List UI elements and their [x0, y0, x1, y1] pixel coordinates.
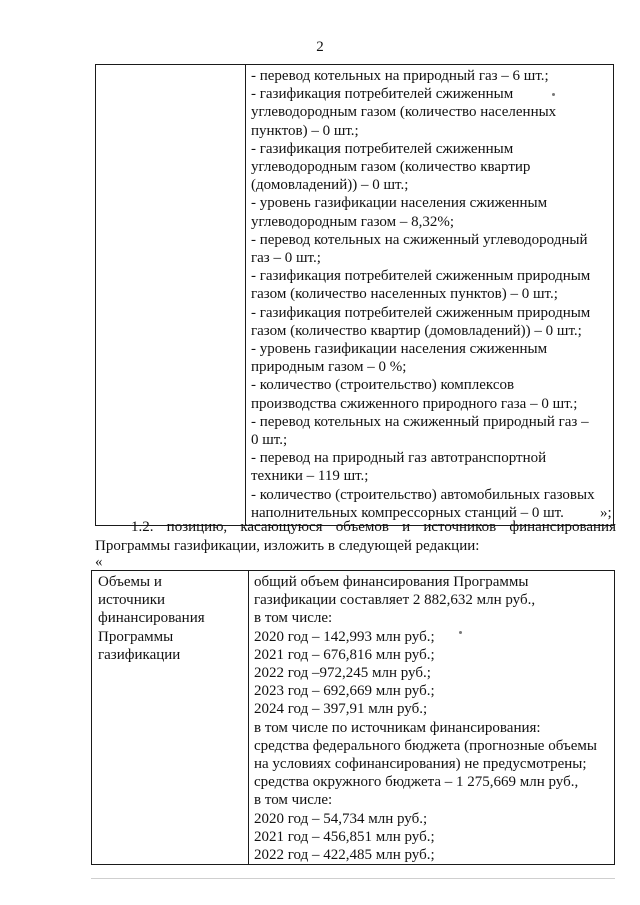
financing-line: в том числе: [254, 792, 333, 809]
empty-left-cell [96, 65, 246, 526]
closing-quote: »; [600, 505, 612, 521]
indicator-line: - количество (строительство) комплексов [251, 377, 515, 394]
financing-label-cell [92, 571, 249, 865]
indicator-line: углеводородным газом (количество населенных [251, 104, 557, 121]
indicator-line: - газификация потребителей сжиженным природным [251, 268, 591, 285]
indicator-line: - перевод котельных на природный газ – 6 шт.; [251, 68, 549, 84]
indicator-line: углеводородным газом (количество квартир [251, 159, 531, 176]
scan-edge-line [91, 878, 615, 879]
financing-line: 2020 год – 54,734 млн руб.; [254, 810, 428, 827]
financing-line: 2023 год – 692,669 млн руб.; [254, 683, 435, 700]
indicator-line: техники – 119 шт.; [251, 468, 369, 485]
target-indicators-cell [246, 65, 614, 526]
paragraph-line: 1.2. позицию, касающуюся объемов и источников финансирования [131, 519, 616, 535]
financing-details-cell [249, 571, 615, 865]
indicator-line: - перевод котельных на сжиженный углеводородный [251, 231, 588, 248]
page-number: 2 [316, 39, 324, 55]
scan-speck [459, 631, 462, 634]
indicator-line: 0 шт.; [251, 432, 288, 449]
table-row [96, 65, 614, 526]
financing-line: 2021 год – 676,816 млн руб.; [254, 646, 435, 663]
indicator-line: природным газом – 0 %; [251, 359, 407, 376]
financing-line: средства федерального бюджета (прогнозные объемы [254, 737, 597, 754]
paragraph-line: Программы газификации, изложить в следующей редакции: [95, 537, 480, 554]
label-line: источники [98, 592, 166, 609]
financing-line: 2021 год – 456,851 млн руб.; [254, 828, 435, 845]
financing-line: в том числе: [254, 610, 333, 627]
amendment-paragraph [95, 518, 616, 555]
financing-line: 2022 год – 422,485 млн руб.; [254, 847, 435, 864]
financing-line: газификации составляет 2 882,632 млн руб., [254, 592, 536, 609]
indicator-line: газом (количество квартир (домовладений)) – 0 шт.; [251, 322, 582, 339]
label-line: газификации [98, 646, 181, 663]
scan-speck [552, 93, 555, 96]
indicator-line: наполнительных компрессорных станций – 0 шт. [251, 504, 564, 521]
financing-line: 2024 год – 397,91 млн руб.; [254, 701, 428, 718]
label-line: Объемы и [98, 574, 162, 590]
indicator-line: - газификация потребителей сжиженным природным [251, 304, 591, 321]
indicator-line: пунктов) – 0 шт.; [251, 122, 359, 139]
financing-line: 2020 год – 142,993 млн руб.; [254, 628, 435, 645]
indicator-line: - газификация потребителей сжиженным [251, 86, 514, 103]
financing-line: в том числе по источникам финансирования: [254, 719, 541, 736]
indicator-line: - перевод котельных на сжиженный природный газ – [251, 413, 589, 430]
indicator-line: газом (количество населенных пунктов) – 0 шт.; [251, 286, 558, 303]
table-row [92, 571, 615, 865]
label-line: финансирования [98, 610, 205, 627]
indicator-line: (домовладений)) – 0 шт.; [251, 177, 409, 194]
targets-table-continuation [95, 64, 614, 526]
indicator-line: - уровень газификации населения сжиженным [251, 341, 548, 358]
financing-line: средства окружного бюджета – 1 275,669 млн руб., [254, 774, 579, 791]
indicator-line: - уровень газификации населения сжиженным [251, 195, 548, 212]
indicator-line: углеводородным газом – 8,32%; [251, 213, 455, 230]
financing-table [91, 570, 615, 865]
indicator-line: - количество (строительство) автомобильных газовых [251, 486, 595, 503]
financing-line: на условиях софинансирования) не предусмотрены; [254, 756, 587, 773]
financing-line: общий объем финансирования Программы [254, 574, 529, 590]
indicator-line: - газификация потребителей сжиженным [251, 140, 514, 157]
indicator-line: - перевод на природный газ автотранспортной [251, 450, 547, 467]
indicator-line: производства сжиженного природного газа – 0 шт.; [251, 395, 578, 412]
label-line: Программы [98, 628, 174, 645]
financing-line: 2022 год –972,245 млн руб.; [254, 665, 431, 682]
opening-quote: « [95, 554, 103, 570]
indicator-line: газ – 0 шт.; [251, 250, 321, 267]
